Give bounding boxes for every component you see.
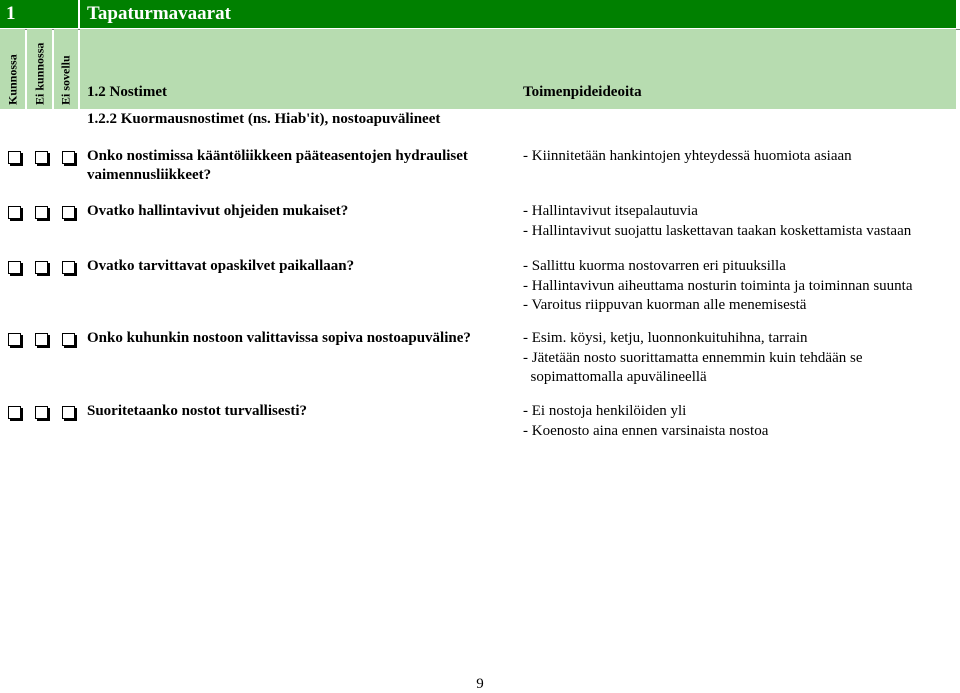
measure-item: - Varoitus riippuvan kuorman alle menemisestä xyxy=(523,297,807,313)
column-ei-sovellu xyxy=(54,29,78,109)
title-bar xyxy=(0,0,960,30)
column-label-ei-sovellu: Ei sovellu xyxy=(58,55,73,105)
measures-list xyxy=(523,147,953,167)
chapter-number: 1 xyxy=(0,0,78,28)
column-kunnossa xyxy=(0,29,25,109)
page-number: 9 xyxy=(476,676,484,692)
question-text: Ovatko tarvittavat opaskilvet paikallaan? xyxy=(87,258,355,274)
chapter-title: Tapaturmavaarat xyxy=(80,0,956,28)
section-title: 1.2 Nostimet xyxy=(87,84,167,100)
subsection-title: 1.2.2 Kuormausnostimet (ns. Hiab'it), nostoapuvälineet xyxy=(87,111,441,127)
checkbox-ei-kunnossa[interactable] xyxy=(35,206,48,219)
measures-list xyxy=(523,402,953,441)
checkbox-ei-sovellu[interactable] xyxy=(62,261,75,274)
header-main xyxy=(80,29,956,109)
checkbox-ei-sovellu[interactable] xyxy=(62,333,75,346)
measure-item: - Hallintavivut suojattu laskettavan taakan koskettamista vastaan xyxy=(523,222,912,239)
measure-item: - Esim. köysi, ketju, luonnonkuituhihna, tarrain xyxy=(523,330,808,346)
question-text: Onko kuhunkin nostoon valittavissa sopiva nostoapuväline? xyxy=(87,330,471,346)
measure-item: - Kiinnitetään hankintojen yhteydessä huomiota asiaan xyxy=(523,148,852,164)
checkbox-ei-kunnossa[interactable] xyxy=(35,261,48,274)
measures-list xyxy=(523,202,953,241)
column-label-kunnossa: Kunnossa xyxy=(5,54,19,105)
measure-item: - Koenosto aina ennen varsinaista nostoa xyxy=(523,422,769,439)
measures-heading: Toimenpideideoita xyxy=(523,84,642,100)
checkbox-ei-sovellu[interactable] xyxy=(62,206,75,219)
measure-item: sopimattomalla apuvälineellä xyxy=(523,369,707,385)
checkbox-ei-sovellu[interactable] xyxy=(62,406,75,419)
column-ei-kunnossa xyxy=(27,29,52,109)
checkbox-ei-kunnossa[interactable] xyxy=(35,333,48,346)
checkbox-kunnossa[interactable] xyxy=(8,406,21,419)
measure-item: - Jätetään nosto suorittamatta ennemmin kuin tehdään se xyxy=(523,349,863,366)
measure-item: - Hallintavivun aiheuttama nosturin toiminta ja toiminnan suunta xyxy=(523,277,913,294)
question-text: Onko nostimissa kääntöliikkeen pääteasentojen hydrauliset vaimennusliikkeet? xyxy=(87,148,468,183)
measure-item: - Hallintavivut itsepalautuvia xyxy=(523,203,698,219)
checkbox-ei-kunnossa[interactable] xyxy=(35,406,48,419)
column-header-band xyxy=(0,29,960,109)
measures-list xyxy=(523,257,953,316)
checkbox-kunnossa[interactable] xyxy=(8,333,21,346)
measure-item: - Ei nostoja henkilöiden yli xyxy=(523,403,687,419)
question-text: Suoritetaanko nostot turvallisesti? xyxy=(87,403,308,419)
checkbox-ei-sovellu[interactable] xyxy=(62,151,75,164)
checkbox-kunnossa[interactable] xyxy=(8,206,21,219)
checkbox-kunnossa[interactable] xyxy=(8,261,21,274)
measures-list xyxy=(523,329,953,388)
column-label-ei-kunnossa: Ei kunnossa xyxy=(32,42,46,105)
checkbox-kunnossa[interactable] xyxy=(8,151,21,164)
question-text: Ovatko hallintavivut ohjeiden mukaiset? xyxy=(87,203,349,219)
checkbox-ei-kunnossa[interactable] xyxy=(35,151,48,164)
measure-item: - Sallittu kuorma nostovarren eri pituuksilla xyxy=(523,258,786,274)
